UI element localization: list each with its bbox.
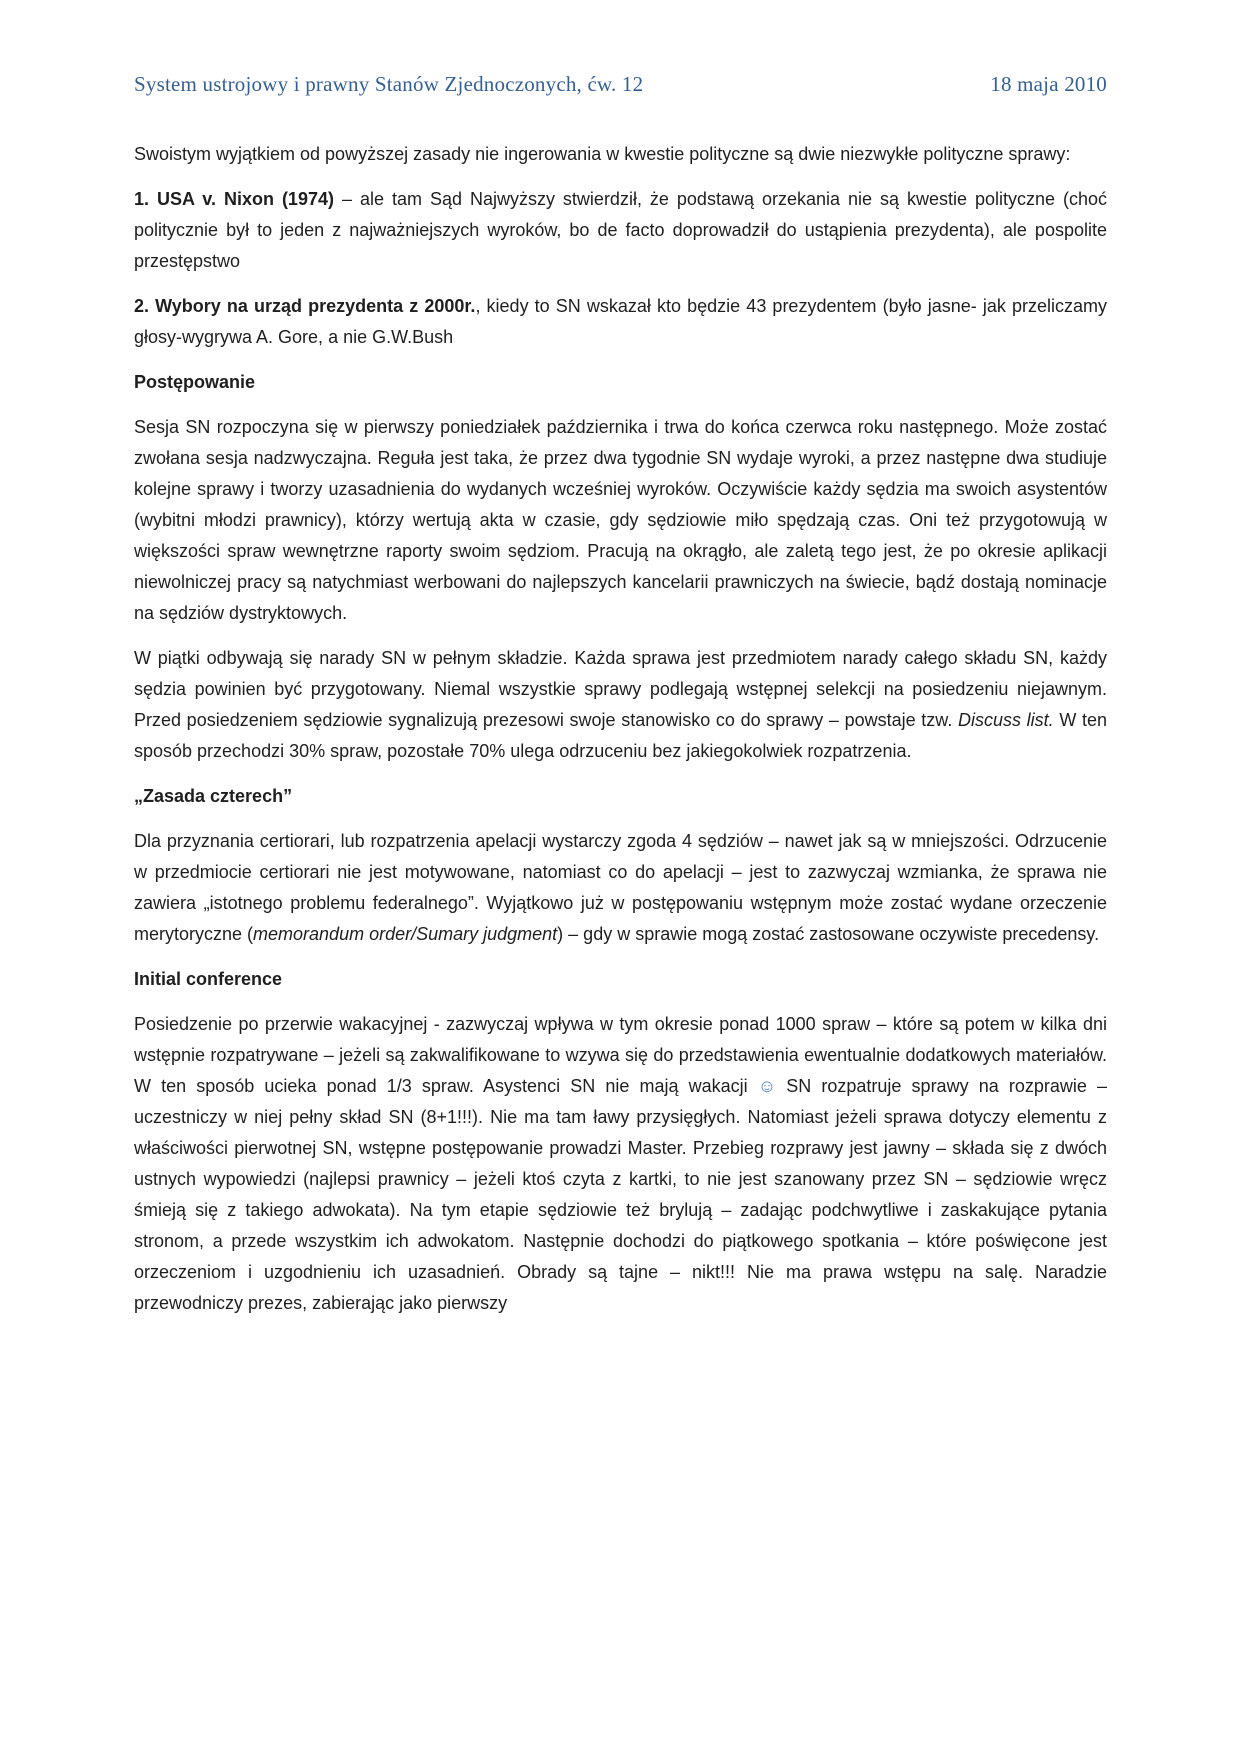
text-run: ) – gdy w sprawie mogą zostać zastosowane oczywiste precedensy.: [557, 924, 1100, 944]
italic-run-memorandum-order: memorandum order/Sumary judgment: [253, 924, 558, 944]
paragraph-intro: [134, 139, 1107, 170]
text-run: – ale tam Sąd Najwyższy stwierdził, że podstawą orzekania nie są kwestie polityczne (choć politycznie był to jeden z najważniejszych wyroków, bo de facto doprowadził do ustąpienia prezydenta), ale pospolite przestępstwo: [134, 189, 1108, 271]
text-run: Dla przyznania certiorari, lub rozpatrzenia apelacji wystarczy zgoda 4 sędziów – nawet jak są w mniejszości. Odrzucenie w przedmiocie certiorari nie jest motywowane, natomiast co do apelacji – jest to zazwyczaj wzmianka, że sprawa nie zawiera „istotnego problemu federalnego”. Wyjątkowo już w postępowaniu wstępnym może zostać wydane orzeczenie merytoryczne (: [134, 831, 1107, 944]
bold-run: 2. Wybory na urząd prezydenta z 2000r.: [134, 296, 476, 316]
text-run: W piątki odbywają się narady SN w pełnym składzie. Każda sprawa jest przedmiotem narady całego składu SN, każdy sędzia powinien być przygotowany. Niemal wszystkie sprawy podlegają wstępnej selekcji na posiedzeniu niejawnym. Przed posiedzeniem sędziowie sygnalizują prezesowi swoje stanowisko co do sprawy – powstaje tzw.: [134, 648, 1107, 730]
text-run: Sesja SN rozpoczyna się w pierwszy poniedziałek października i trwa do końca czerwca roku następnego. Może zostać zwołana sesja nadzwyczajna. Reguła jest taka, że przez dwa tygodnie SN wydaje wyroki, a przez następne dwa studiuje kolejne sprawy i tworzy uzasadnienia do wydanych wcześniej wyroków. Oczywiście każdy sędzia ma swoich asystentów (wybitni młodzi prawnicy), którzy wertują akta w czasie, gdy sędziowie miło spędzają czas. Oni też przygotowują w większości spraw wewnętrzne raporty swoim sędziom. Pracują na okrągło, ale zaletą tego jest, że po okresie aplikacji niewolniczej pracy są natychmiast werbowani do najlepszych kancelarii prawniczych na świecie, bądź dostają nominacje na sędziów dystryktowych.: [134, 417, 1107, 623]
heading-initial-conference: Initial conference: [134, 969, 283, 989]
paragraph-usa-v-nixon: [134, 184, 1107, 277]
text-run: SN rozpatruje sprawy na rozprawie – uczestniczy w niej pełny skład SN (8+1!!!). Nie ma tam ławy przysięgłych. Natomiast jeżeli sprawa dotyczy elementu z właściwości pierwotnej SN, wstępne postępowanie prowadzi Master. Przebieg rozprawy jest jawny – składa się z dwóch ustnych wypowiedzi (najlepsi prawnicy – jeżeli ktoś czyta z kartki, to nie jest szanowany przez SN – sędziowie wręcz śmieją się z takiego adwokata). Na tym etapie sędziowie też brylują – zadając podchwytliwe i zaskakujące pytania stronom, a przede wszystkim ich adwokatom. Następnie dochodzi do piątkowego spotkania – które poświęcone jest orzeczeniom i uzgodnieniu ich uzasadnień. Obrady są tajne – nikt!!! Nie ma prawa wstępu na salę. Naradzie przewodniczy prezes, zabierając jako pierwszy: [134, 1076, 1107, 1313]
smiley-icon: ☺: [757, 1076, 777, 1096]
paragraph-wybory-2000: [134, 291, 1107, 353]
document-title: System ustrojowy i prawny Stanów Zjednoczonych, ćw. 12: [134, 72, 644, 96]
heading-postepowanie: Postępowanie: [134, 372, 256, 392]
text-run: W ten sposób przechodzi 30% spraw, pozostałe 70% ulega odrzuceniu bez jakiegokolwiek rozpatrzenia.: [134, 710, 1107, 761]
italic-run-discuss-list: Discuss list.: [957, 710, 1054, 730]
bold-run: 1. USA v. Nixon (1974): [134, 189, 334, 209]
document-header: [134, 72, 1107, 97]
text-run: Swoistym wyjątkiem od powyższej zasady nie ingerowania w kwestie polityczne są dwie niezwykłe polityczne sprawy:: [134, 144, 1071, 164]
paragraph-zasada-czterech: [134, 826, 1107, 950]
paragraph-initial-conference: [134, 1009, 1107, 1319]
heading-zasada-czterech: „Zasada czterech”: [134, 786, 293, 806]
document-date: 18 maja 2010: [990, 72, 1107, 96]
document-body: [134, 139, 1107, 1319]
text-run: Posiedzenie po przerwie wakacyjnej - zazwyczaj wpływa w tym okresie ponad 1000 spraw – które są potem w kilka dni wstępnie rozpatrywane – jeżeli są zakwalifikowane to wzywa się do przedstawienia ewentualnie dodatkowych materiałów. W ten sposób ucieka ponad 1/3 spraw. Asystenci SN nie mają wakacji: [134, 1014, 1107, 1096]
text-run: , kiedy to SN wskazał kto będzie 43 prezydentem (było jasne- jak przeliczamy głosy-wygrywa A. Gore, a nie G.W.Bush: [134, 296, 1107, 347]
paragraph-sesja-sn: [134, 412, 1107, 629]
paragraph-narady-piatkowe: [134, 643, 1107, 767]
